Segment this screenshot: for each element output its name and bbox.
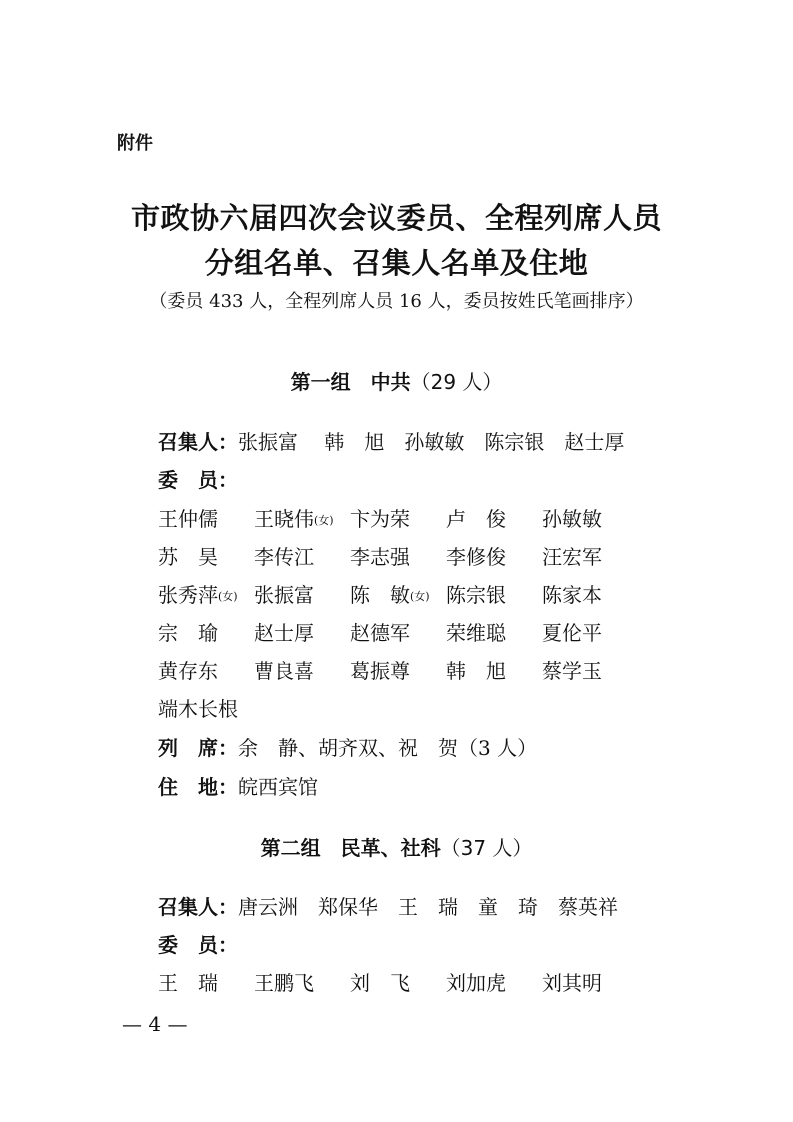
members-label: 委 员： (158, 468, 238, 492)
member-name: 陈宗银 (446, 583, 506, 607)
group1-member-row-5 (158, 655, 638, 684)
group1-member-row-2 (158, 541, 638, 570)
group2-member-row-1 (158, 967, 638, 996)
member-name: 蔡学玉 (542, 659, 602, 683)
group1-count: （29 人） (410, 370, 503, 394)
member-name: 李传江 (254, 545, 314, 569)
document-subtitle: （委员 433 人，全程列席人员 16 人，委员按姓氏笔画排序） (149, 291, 644, 312)
member-name: 宗 瑜 (158, 621, 218, 645)
group1-attendees (158, 732, 537, 761)
attendees-names: 余 静、胡齐双、祝 贺（3 人） (238, 736, 538, 760)
member-name: 李志强 (350, 545, 410, 569)
member-name: 陈 敏(女) (350, 583, 430, 607)
member-name: 曹良喜 (254, 659, 314, 683)
female-mark: (女) (218, 590, 238, 603)
group1-heading (0, 366, 793, 395)
convener-label: 召集人： (158, 895, 238, 919)
group1-member-row-3 (158, 579, 638, 608)
residence-value: 皖西宾馆 (238, 775, 318, 799)
member-name: 陈家本 (542, 583, 602, 607)
group1-member-row-4 (158, 617, 638, 646)
member-name: 黄存东 (158, 659, 218, 683)
document-title-line2: 分组名单、召集人名单及住地 (204, 246, 589, 280)
convener-names: 唐云洲 郑保华 王 瑞 童 琦 蔡英祥 (238, 895, 618, 919)
member-name: 苏 昊 (158, 545, 218, 569)
member-name: 刘 飞 (350, 971, 410, 995)
member-name: 刘其明 (542, 971, 602, 995)
group1-member-row-6 (158, 693, 238, 722)
attachment-label: 附件 (117, 133, 153, 154)
member-name: 赵德军 (350, 621, 410, 645)
page-number: — 4 — (122, 1012, 188, 1036)
member-name: 荣维聪 (446, 621, 506, 645)
member-name: 张振富 (254, 583, 314, 607)
member-name: 孙敏敏 (542, 507, 602, 531)
female-mark: (女) (410, 590, 430, 603)
member-name: 卢 俊 (446, 507, 506, 531)
member-name: 赵士厚 (254, 621, 314, 645)
group1-conveners (158, 426, 624, 455)
convener-names: 张振富 韩 旭 孙敏敏 陈宗银 赵士厚 (238, 430, 625, 454)
member-name: 王晓伟(女) (254, 507, 334, 531)
member-name: 葛振尊 (350, 659, 410, 683)
attendees-label: 列 席： (158, 736, 238, 760)
residence-label: 住 地： (158, 775, 238, 799)
member-name: 张秀萍(女) (158, 583, 238, 607)
member-name: 卞为荣 (350, 507, 410, 531)
group1-residence (158, 771, 318, 800)
group2-heading (0, 832, 793, 861)
group1-member-row-1 (158, 503, 638, 532)
group2-count: （37 人） (440, 836, 533, 860)
member-name: 端木长根 (158, 697, 238, 721)
group2-title: 第二组 民革、社科 (260, 836, 441, 860)
member-name: 王鹏飞 (254, 971, 314, 995)
document-title-line1: 市政协六届四次会议委员、全程列席人员 (130, 201, 662, 235)
group1-members-label (158, 464, 238, 493)
member-name: 王仲儒 (158, 507, 218, 531)
member-name: 韩 旭 (446, 659, 506, 683)
members-label: 委 员： (158, 933, 238, 957)
member-name: 李修俊 (446, 545, 506, 569)
group1-title: 第一组 中共 (290, 370, 411, 394)
group2-members-label (158, 929, 238, 958)
member-name: 夏伦平 (542, 621, 602, 645)
convener-label: 召集人： (158, 430, 238, 454)
group2-conveners (158, 891, 618, 920)
member-name: 王 瑞 (158, 971, 218, 995)
female-mark: (女) (314, 514, 334, 527)
member-name: 汪宏军 (542, 545, 602, 569)
member-name: 刘加虎 (446, 971, 506, 995)
